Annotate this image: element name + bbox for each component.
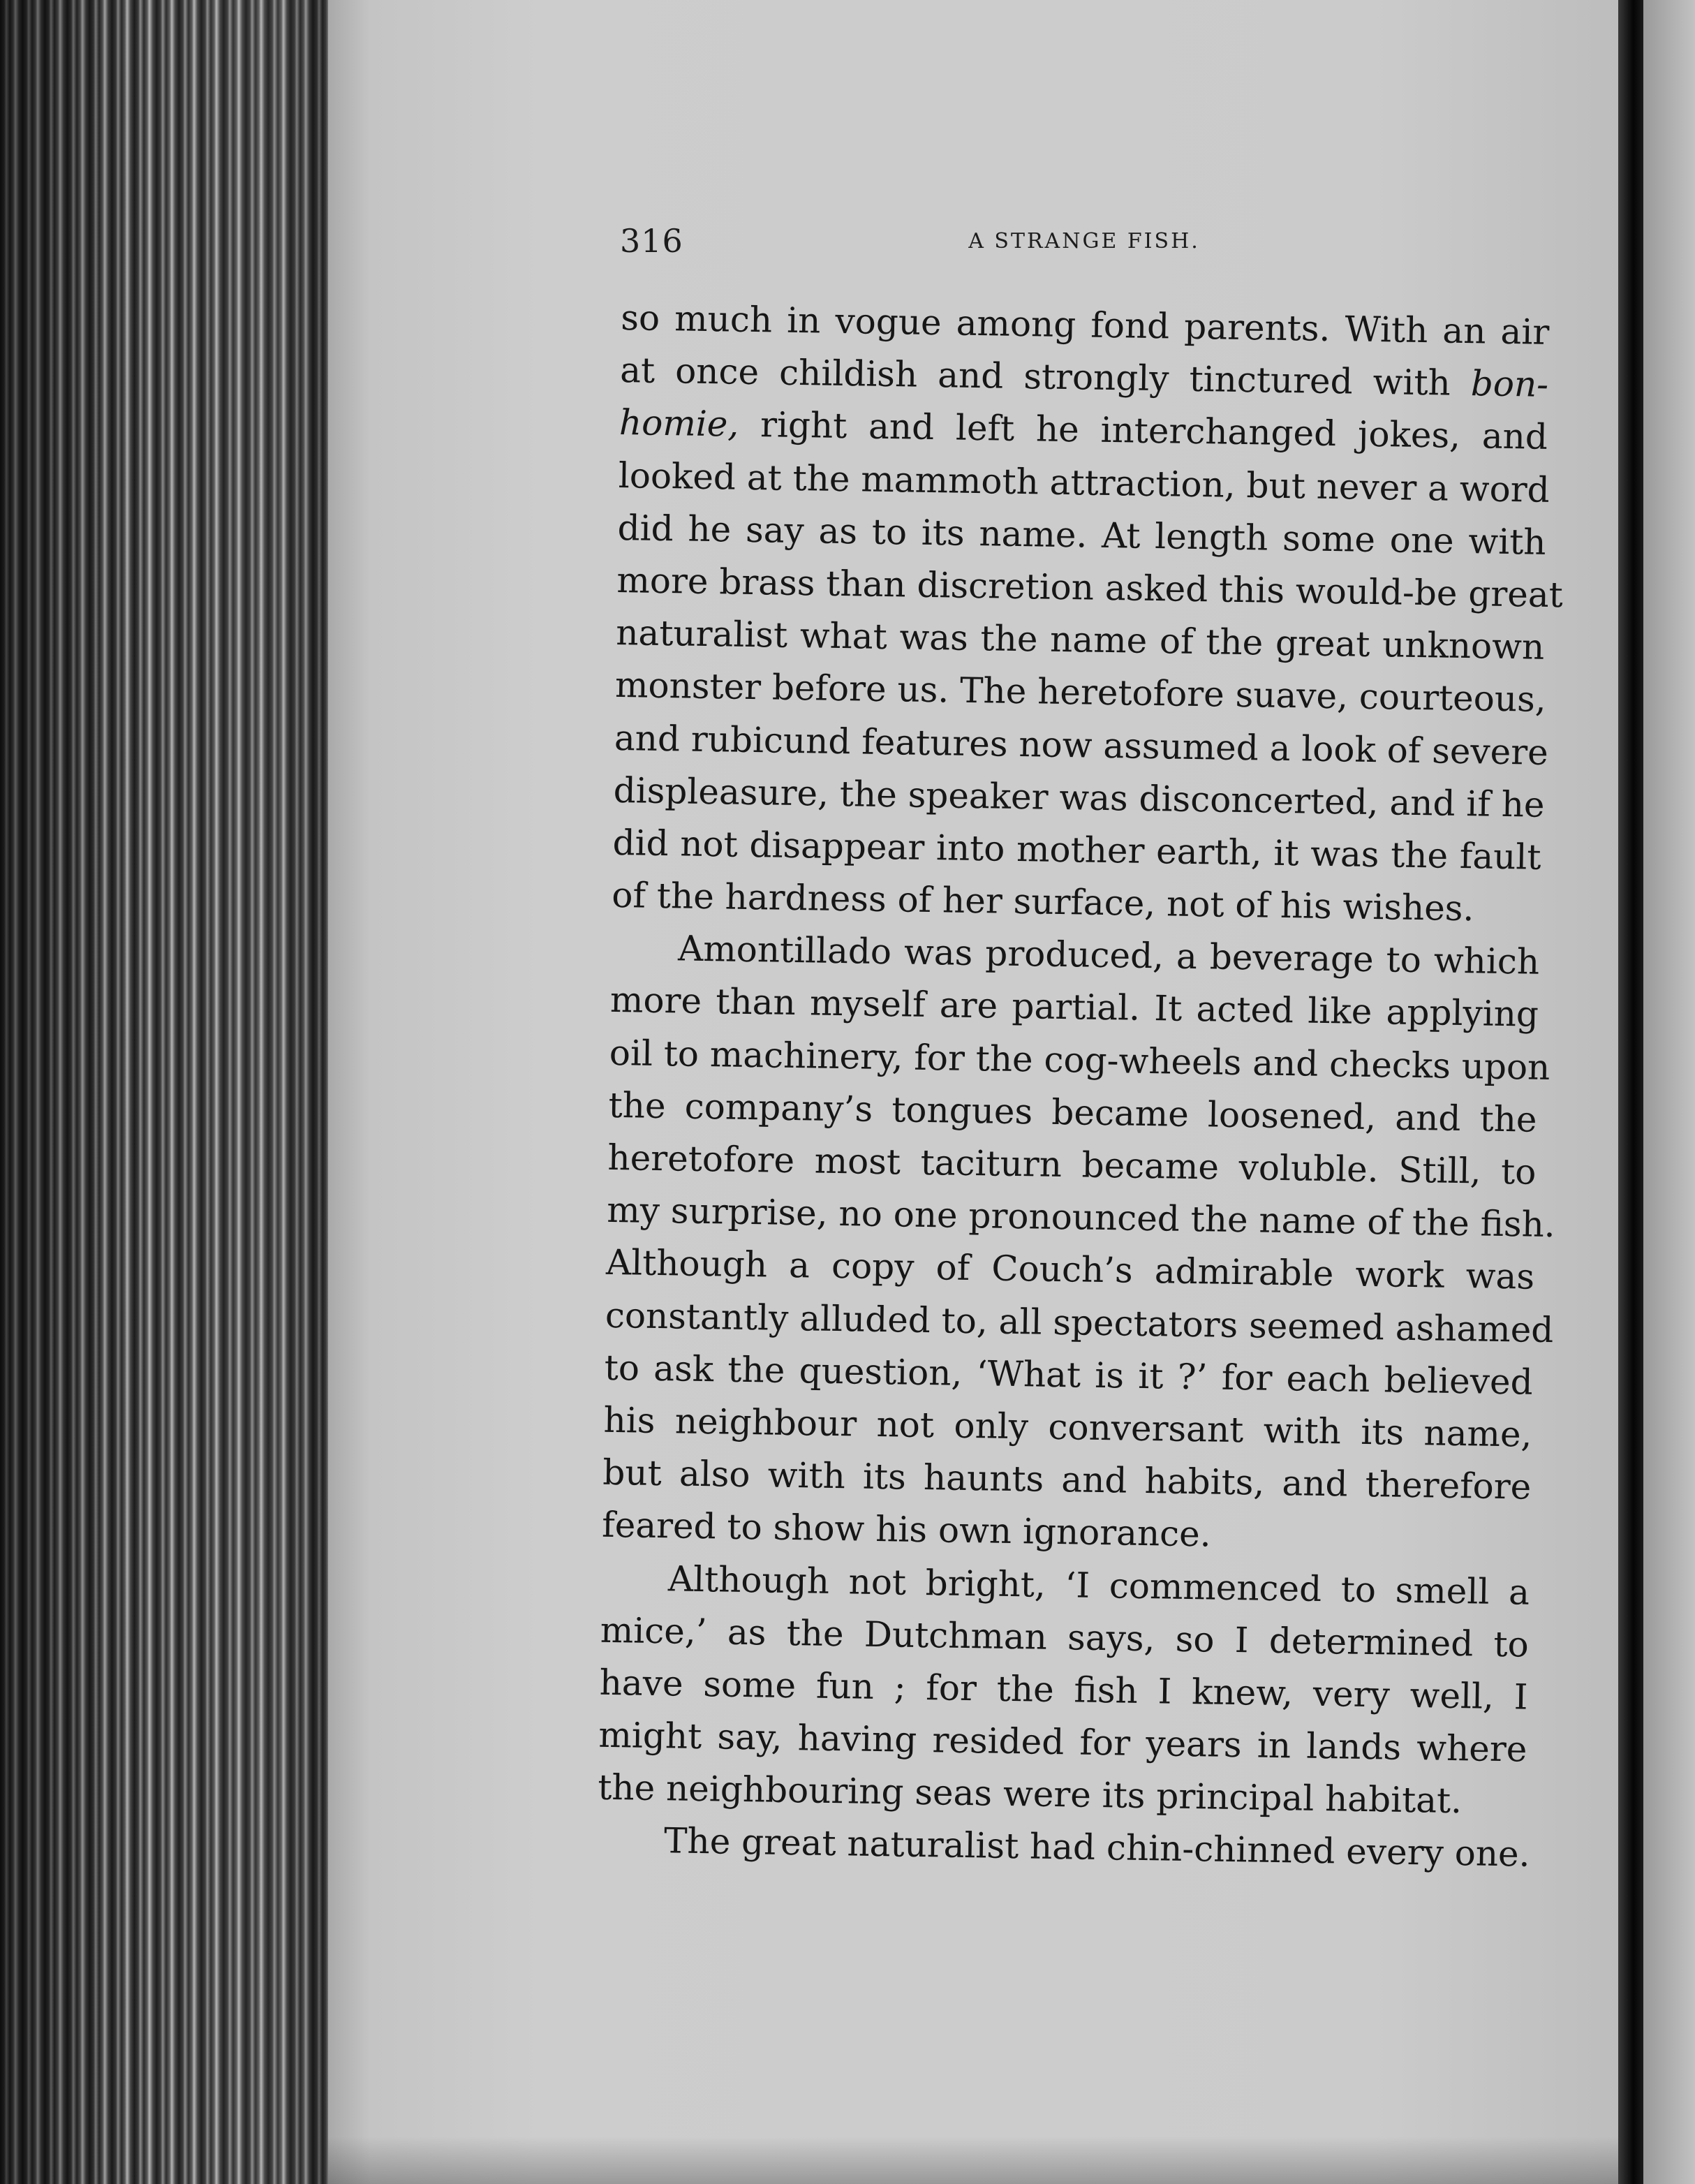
- text-line: my surprise, no one pronounced the name of the fish.: [606, 1190, 1556, 1246]
- page-shadow: [328, 2137, 1618, 2184]
- text-fragment: at once childish and strongly tinctured with: [619, 350, 1451, 404]
- running-head: A STRANGE FISH.: [968, 229, 1200, 253]
- text-line: oil to machinery, for the cog-wheels and checks upon: [609, 1032, 1550, 1088]
- page-number: 316: [620, 222, 683, 260]
- text-line: displeasure, the speaker was disconcerted, and if he: [613, 769, 1546, 825]
- book-gutter: [1618, 0, 1643, 2184]
- text-line: monster before us. The heretofore suave, courteous,: [614, 665, 1547, 721]
- text-line: looked at the mammoth attraction, but never a word: [618, 455, 1550, 510]
- text-line: might say, having resided for years in lands where: [598, 1714, 1527, 1770]
- paragraph-start-line: Although not bright, ‘I commenced to smell a: [667, 1558, 1530, 1613]
- next-page-edge: [1643, 0, 1695, 2184]
- text-line: did not disappear into mother earth, it was the fault: [612, 822, 1541, 878]
- text-line: constantly alluded to, all spectators seemed ashamed: [605, 1294, 1554, 1350]
- text-line: have some fun ; for the fish I knew, very well, I: [599, 1662, 1529, 1718]
- italic-word: homie,: [619, 402, 739, 445]
- text-line: the company’s tongues became loosened, and the: [608, 1084, 1537, 1140]
- paragraph-start-line: Amontillado was produced, a beverage to which: [677, 928, 1540, 983]
- text-line: so much in vogue among fond parents. With an air: [620, 297, 1550, 353]
- text-line: but also with its haunts and habits, and therefore: [602, 1452, 1532, 1507]
- page-header: [620, 222, 1548, 264]
- text-line: more brass than discretion asked this would-be great: [616, 559, 1564, 616]
- body-text: [597, 292, 1564, 1881]
- text-line: did he say as to its name. At length some one with: [617, 507, 1546, 563]
- text-line: mice,’ as the Dutchman says, so I determined to: [600, 1609, 1530, 1665]
- paragraph-start-line: The great naturalist had chin-chinned every one.: [663, 1820, 1530, 1875]
- text-line: heretofore most taciturn became voluble. Still, to: [607, 1137, 1537, 1193]
- text-fragment: right and left he interchanged jokes, and: [738, 404, 1548, 458]
- text-line: more than myself are partial. It acted like applying: [609, 980, 1539, 1035]
- text-line: to ask the question, ‘What is it ?’ for each believed: [604, 1347, 1534, 1403]
- text-line: and rubicund features now assumed a look of severe: [614, 717, 1549, 773]
- text-line: the neighbouring seas were its principal habitat.: [597, 1766, 1463, 1822]
- text-line: naturalist what was the name of the great unknown: [615, 612, 1545, 667]
- text-line: of the hardness of her surface, not of his wishes.: [611, 874, 1474, 929]
- text-line: his neighbour not only conversant with its name,: [603, 1399, 1532, 1455]
- text-line: Although a copy of Couch’s admirable work was: [605, 1242, 1535, 1298]
- book-fore-edge: [0, 0, 328, 2184]
- italic-word: bon-: [1470, 363, 1549, 406]
- text-line: feared to show his own ignorance.: [601, 1505, 1212, 1555]
